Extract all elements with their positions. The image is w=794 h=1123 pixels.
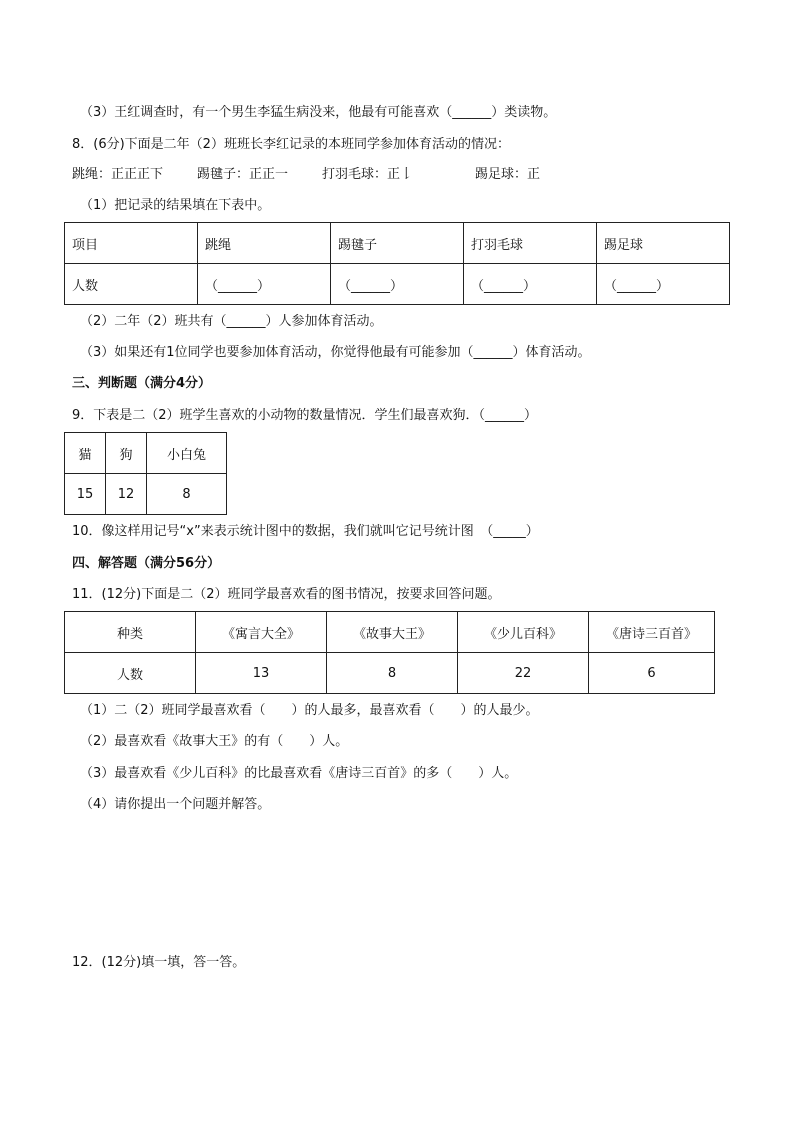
- answer-blank[interactable]: （______）: [198, 264, 331, 305]
- q7-sub3: （3）王红调查时，有一个男生李猛生病没来，他最有可能喜欢（______）类读物。: [80, 105, 557, 120]
- table-cell: 狗: [106, 433, 147, 474]
- q9-table: [64, 432, 227, 515]
- table-cell: 8: [147, 474, 227, 515]
- q8-sub2: （2）二年（2）班共有（______）人参加体育活动。: [80, 314, 383, 329]
- answer-blank[interactable]: （______）: [464, 264, 597, 305]
- q10-text: 10．像这样用记号“x”来表示统计图中的数据，我们就叫它记号统计图 （_____）: [72, 524, 539, 539]
- table-cell: 小白兔: [147, 433, 227, 474]
- table-cell: 项目: [65, 223, 198, 264]
- table-cell: 12: [106, 474, 147, 515]
- table-cell: 踢毽子: [331, 223, 464, 264]
- table-cell: 《唐诗三百首》: [589, 612, 715, 653]
- table-cell: 打羽毛球: [464, 223, 597, 264]
- q11-sub2: （2）最喜欢看《故事大王》的有（ ）人。: [80, 734, 349, 749]
- table-row: [65, 474, 227, 515]
- table-row: [65, 223, 730, 264]
- table-cell: 6: [589, 653, 715, 694]
- q8-sub1: （1）把记录的结果填在下表中。: [80, 198, 271, 213]
- table-cell: 22: [458, 653, 589, 694]
- record-football: 踢足球：正: [475, 167, 541, 182]
- q11-sub4: （4）请你提出一个问题并解答。: [80, 797, 271, 812]
- answer-blank[interactable]: （______）: [597, 264, 730, 305]
- table-cell: 15: [65, 474, 106, 515]
- table-cell: 人数: [65, 653, 196, 694]
- table-row: [65, 433, 227, 474]
- table-cell: 《寓言大全》: [196, 612, 327, 653]
- q8-title: 8．(6分)下面是二年（2）班班长李红记录的本班同学参加体育活动的情况：: [72, 137, 510, 152]
- q11-sub3: （3）最喜欢看《少儿百科》的比最喜欢看《唐诗三百首》的多（ ）人。: [80, 766, 518, 781]
- section-3-title: 三、判断题（满分4分）: [72, 376, 212, 391]
- q8-sub3: （3）如果还有1位同学也要参加体育活动，你觉得他最有可能参加（______）体育活动。: [80, 345, 591, 360]
- table-cell: 人数: [65, 264, 198, 305]
- table-cell: 8: [327, 653, 458, 694]
- table-cell: 《故事大王》: [327, 612, 458, 653]
- table-cell: 跳绳: [198, 223, 331, 264]
- q8-table: [64, 222, 730, 305]
- table-cell: 13: [196, 653, 327, 694]
- q11-title: 11．(12分)下面是二（2）班同学最喜欢看的图书情况，按要求回答问题。: [72, 587, 501, 602]
- q11-table: [64, 611, 715, 694]
- table-cell: 《少儿百科》: [458, 612, 589, 653]
- table-row: [65, 653, 715, 694]
- table-row: [65, 264, 730, 305]
- q9-text: 9．下表是二（2）班学生喜欢的小动物的数量情况．学生们最喜欢狗．（______）: [72, 408, 538, 423]
- record-badminton: 打羽毛球：正𠄌: [322, 167, 414, 182]
- answer-blank[interactable]: （______）: [331, 264, 464, 305]
- table-cell: 猫: [65, 433, 106, 474]
- record-jump-rope: 跳绳：正正正下: [72, 167, 164, 182]
- table-cell: 种类: [65, 612, 196, 653]
- section-4-title: 四、解答题（满分56分）: [72, 556, 221, 571]
- table-row: [65, 612, 715, 653]
- table-cell: 踢足球: [597, 223, 730, 264]
- record-shuttlecock: 踢毽子：正正一: [197, 167, 289, 182]
- q11-sub1: （1）二（2）班同学最喜欢看（ ）的人最多，最喜欢看（ ）的人最少。: [80, 703, 539, 718]
- q12-title: 12．(12分)填一填，答一答。: [72, 955, 246, 970]
